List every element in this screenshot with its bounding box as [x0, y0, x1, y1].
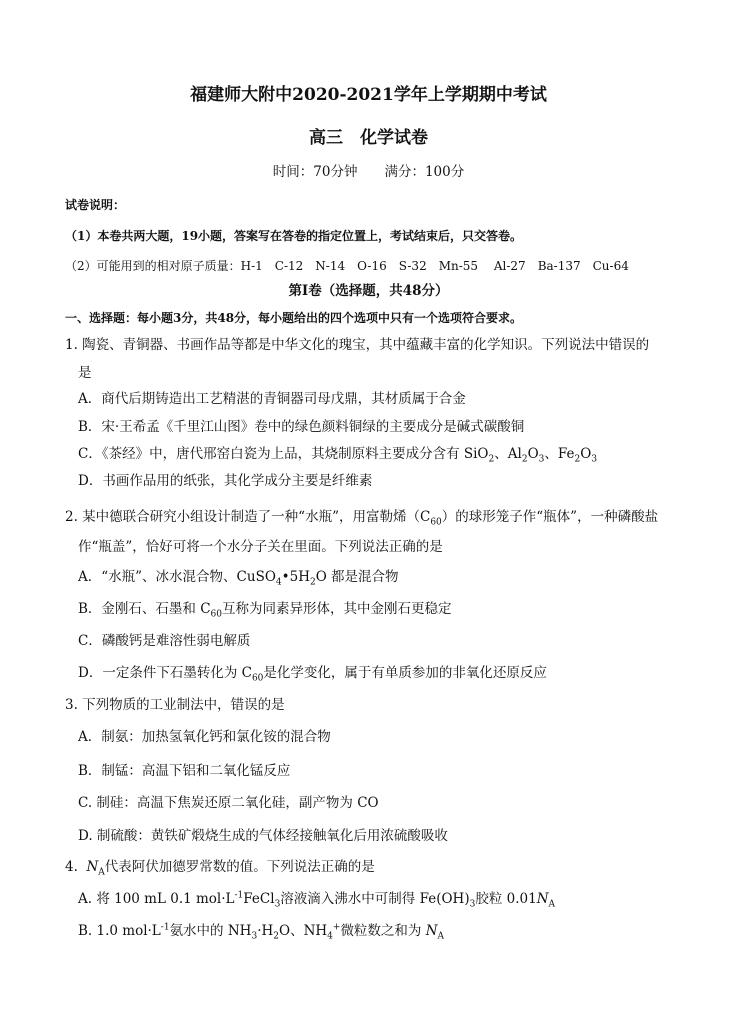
- q2-stem-line2: 作“瓶盖”，恰好可将一个水分子关在里面。下列说法正确的是: [78, 539, 443, 555]
- q3-option-a: A．制氨：加热氢氧化钙和氯化铵的混合物: [78, 729, 331, 745]
- q1-option-d: D．书画作品用的纸张，其化学成分主要是纤维素: [78, 473, 373, 489]
- q4-stem: 4. $N_A$代表阿伏加德罗常数的值。下列说法正确的是: [65, 859, 375, 878]
- q3-stem: 3. 下列物质的工业制法中，错误的是: [65, 697, 285, 713]
- q4-option-a: A. 将 100 mL 0.1 $mol\cdot L^{-1}FeCl_3$溶液滴入沸水中可制得 $Fe(OH)_3$胶粒 $0.01N_A$: [78, 890, 555, 910]
- q2-stem-line1: 2. 某中德联合研究小组设计制造了一种“水瓶”，用富勒烯$(C_{60})$的球形笼子作“瓶体”，一种磷酸盐: [65, 509, 659, 528]
- instruction-item-1: （1）本卷共两大题，19小题，答案写在答卷的指定位置上，考试结束后，只交答卷。: [65, 229, 523, 243]
- q4-option-b: B. 1.0 $mol\cdot L^{-1}$氨水中的 $NH_3\cdot H_2O$、$NH_4^+$微粒数之和为 $N_A$: [78, 922, 445, 942]
- q2-option-c: C．磷酸钙是难溶性弱电解质: [78, 633, 251, 649]
- q3-option-b: B．制锰：高温下铝和二氧化锰反应: [78, 763, 291, 779]
- q3-option-d: D. 制硫酸：黄铁矿煅烧生成的气体经接触氧化后用浓硫酸吸收: [78, 828, 448, 844]
- q1-stem-line1: 1. 陶瓷、青铜器、书画作品等都是中华文化的瑰宝，其中蕴藏丰富的化学知识。下列说法中错误的: [65, 337, 650, 353]
- section-heading: 第Ⅰ卷（选择题，共48分）: [288, 283, 449, 299]
- q2-option-a: A．“水瓶”、冰水混合物、$CuSO_4•5H_2O$ 都是混合物: [78, 569, 399, 588]
- time-score-line: 时间：70分钟 满分：100分: [272, 164, 465, 180]
- instruction-item-2: （2）可能用到的相对原子质量：H-1 C-12 N-14 O-16 S-32 Mn-55 Al-27 Ba-137 Cu-64: [65, 259, 629, 273]
- q1-stem-line2: 是: [78, 365, 92, 381]
- q3-option-c: C. 制硅：高温下焦炭还原二氧化硅，副产物为 CO: [78, 795, 379, 811]
- q1-option-a: A．商代后期铸造出工艺精湛的青铜器司母戊鼎，其材质属于合金: [78, 391, 466, 407]
- q2-option-d: D．一定条件下石墨转化为 $C_{60}$是化学变化，属于有单质参加的非氧化还原反应: [78, 665, 547, 684]
- exam-subtitle: 高三 化学试卷: [309, 128, 428, 148]
- exam-title: 福建师大附中2020-2021学年上学期期中考试: [190, 85, 547, 105]
- q2-option-b: B．金刚石、石墨和 $C_{60}$互称为同素异形体，其中金刚石更稳定: [78, 601, 452, 620]
- instructions-heading: 试卷说明：: [65, 198, 126, 212]
- q1-option-b: B．宋·王希孟《千里江山图》卷中的绿色颜料铜绿的主要成分是碱式碳酸铜: [78, 419, 525, 435]
- section-intro: 一、选择题：每小题3分，共48分，每小题给出的四个选项中只有一个选项符合要求。: [65, 311, 523, 325]
- q1-option-c: C．《茶经》中，唐代邢窑白瓷为上品，其烧制原料主要成分含有 SiO$_2$、$Al_2O_3$、$Fe_2O_3$: [78, 446, 598, 465]
